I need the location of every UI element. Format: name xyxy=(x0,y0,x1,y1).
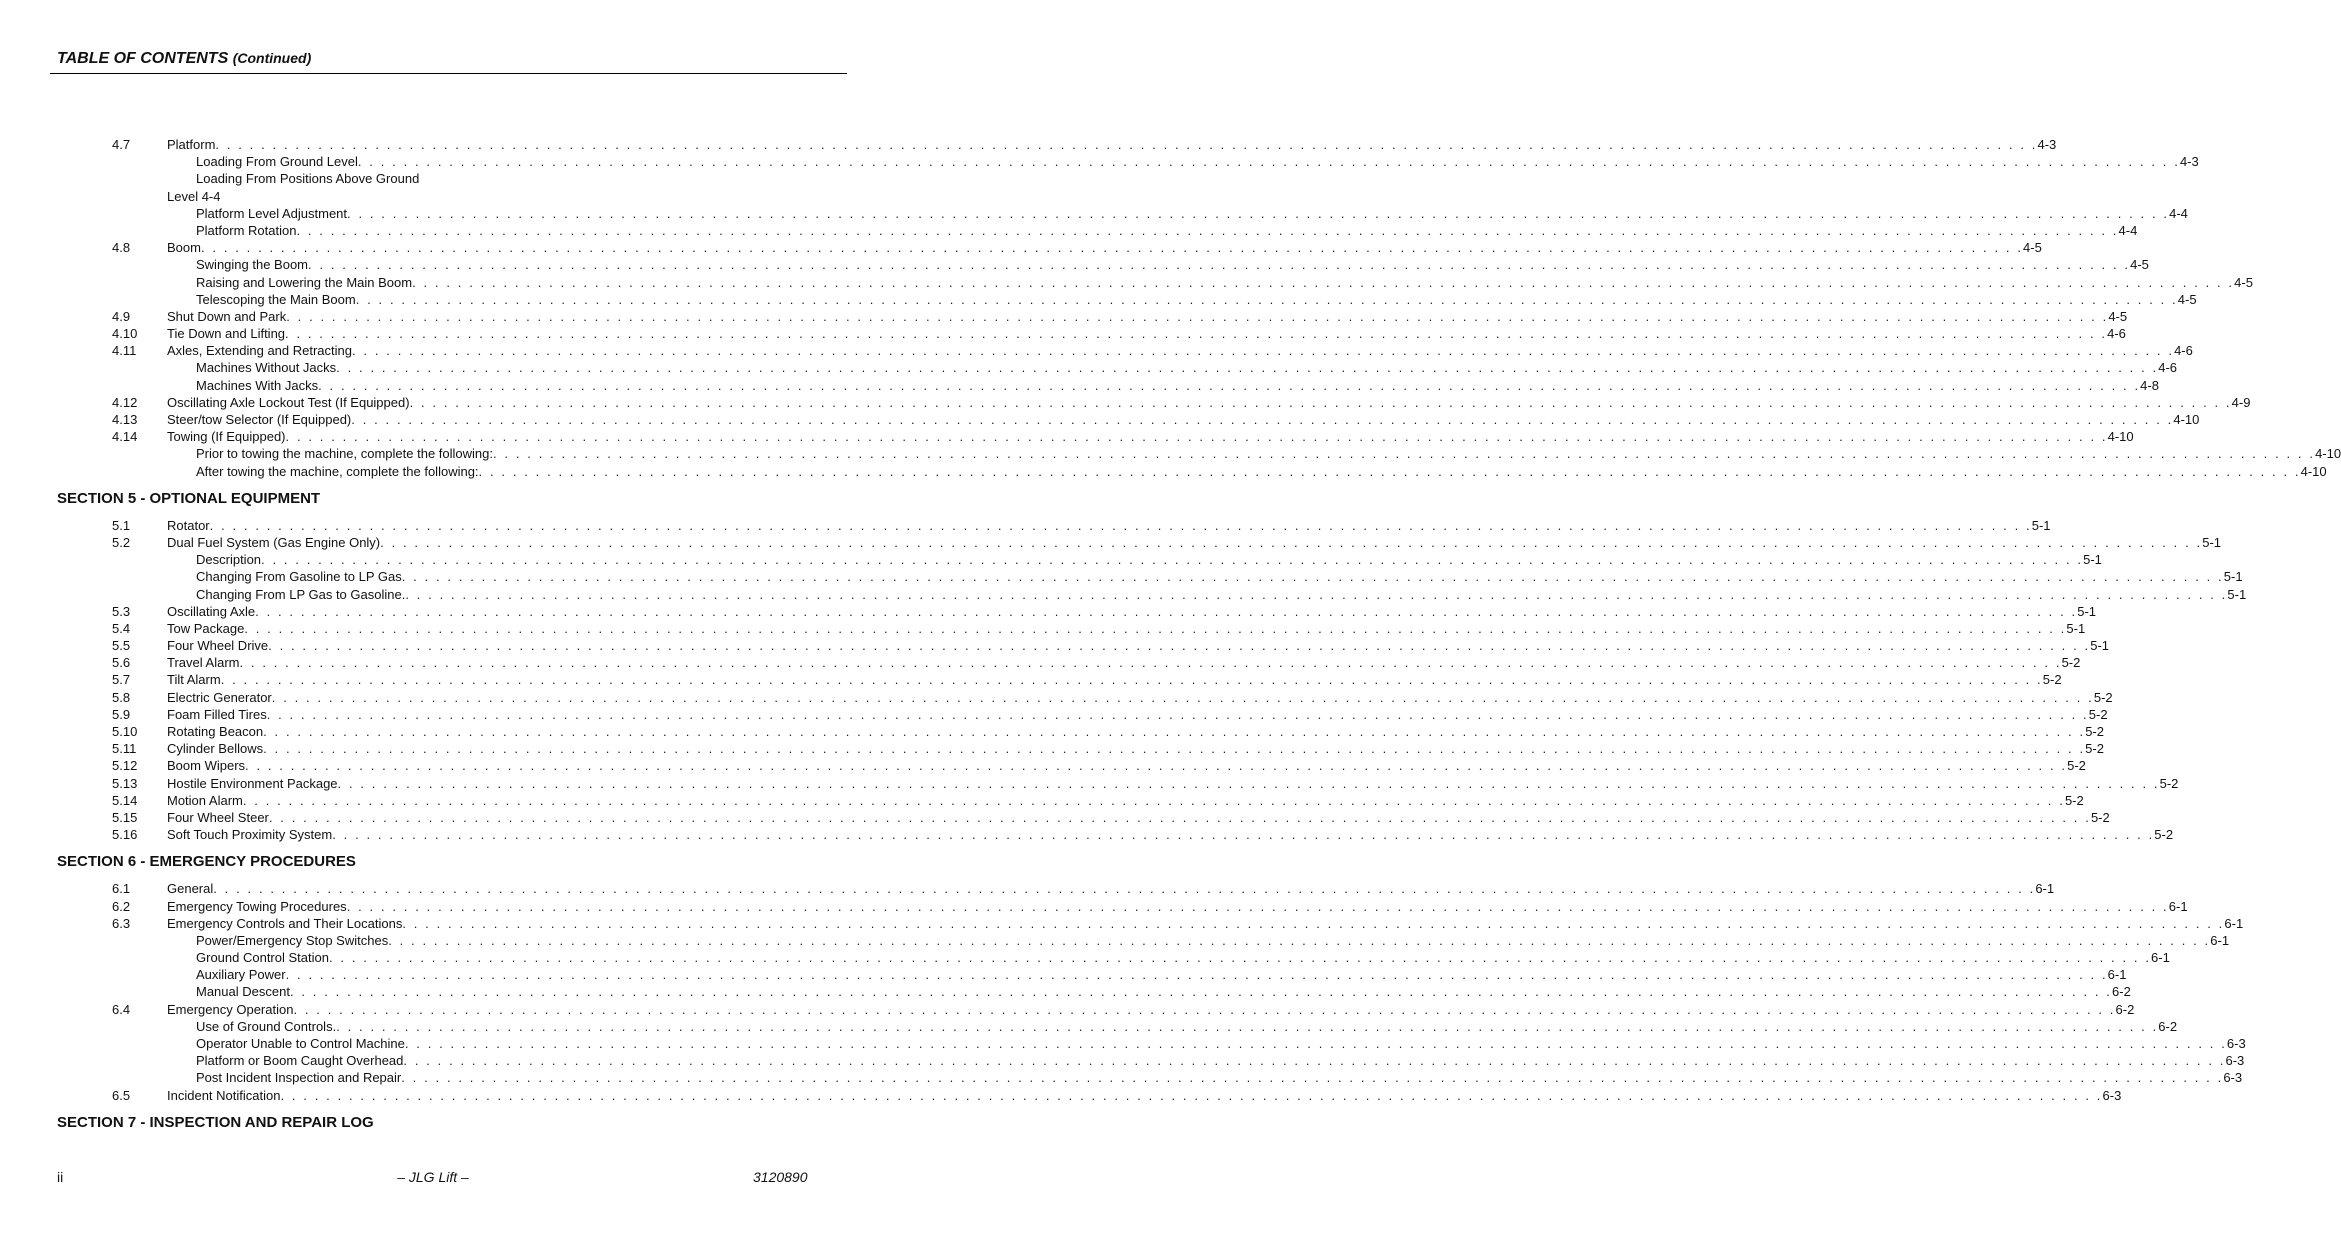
toc-entry[interactable] xyxy=(0,898,2188,915)
toc-entry-title: Dual Fuel System (Gas Engine Only) xyxy=(167,534,381,550)
toc-entry-title: Platform Rotation xyxy=(196,222,297,238)
toc-entry-title: Cylinder Bellows xyxy=(167,741,264,757)
toc-entry-line xyxy=(167,603,2097,620)
section-heading xyxy=(0,1114,954,1132)
toc-entry-number: 6.1 xyxy=(112,881,131,897)
dot-leader: . . . . . . . . . . . . . . . . . . . . . . . . . . . . . . . . . . . . . . . . . . . . . . . . . . . . . . . . . . . . . . . . . . . . . . . . . . . . . . . . . . . . . . . . . . . . . . . . . . . . . . . . . . . . . . . . . . . . . . . . . . . . . . . . . . . . . . . . . . . . . . . . . . . . . . . . . . . . . . . . xyxy=(261,552,2084,568)
toc-entry[interactable] xyxy=(0,603,2097,620)
toc-entry[interactable] xyxy=(0,983,2131,1000)
toc-entry[interactable] xyxy=(0,1069,2243,1086)
toc-entry-page: 5-2 xyxy=(2159,775,2179,791)
toc-entry-line xyxy=(167,342,2193,359)
toc-entry-number: 5.6 xyxy=(112,655,131,671)
toc-entry-line xyxy=(196,983,2131,1000)
toc-entry-number: 4.11 xyxy=(112,343,137,359)
toc-entry-title: Hostile Environment Package xyxy=(167,775,338,791)
toc-entry-title: Machines With Jacks xyxy=(196,377,319,393)
toc-entry-line xyxy=(167,654,2081,671)
toc-entry-page: 6-3 xyxy=(2225,1053,2245,1069)
toc-entry-page: 6-2 xyxy=(2115,1001,2135,1017)
toc-entry-title: Description xyxy=(196,552,262,568)
toc-entry[interactable] xyxy=(0,534,2222,551)
dot-leader: . . . . . . . . . . . . . . . . . . . . . . . . . . . . . . . . . . . . . . . . . . . . . . . . . . . . . . . . . . . . . . . . . . . . . . . . . . . . . . . . . . . . . . . . . . . . . . . . . . . . . . . . . . . . . . . . . . . . . . . . . . . . . . . . . . . . . . . . . . . . . . . . . . . . . . . . . . . . . . . . xyxy=(215,137,2038,152)
dot-leader: . . . . . . . . . . . . . . . . . . . . . . . . . . . . . . . . . . . . . . . . . . . . . . . . . . . . . . . . . . . . . . . . . . . . . . . . . . . . . . . . . . . . . . . . . . . . . . . . . . . . . . . . . . . . . . . . . . . . . . . . . . . . . . . . . . . . . . . . . . . . . . . . . . . . . . . . . . . . . . . . xyxy=(493,446,2316,462)
toc-entry-number: 5.7 xyxy=(112,672,131,688)
toc-entry-title: Motion Alarm xyxy=(167,792,243,808)
toc-entry-title: Oscillating Axle xyxy=(167,603,256,619)
dot-leader: . . . . . . . . . . . . . . . . . . . . . . . . . . . . . . . . . . . . . . . . . . . . . . . . . . . . . . . . . . . . . . . . . . . . . . . . . . . . . . . . . . . . . . . . . . . . . . . . . . . . . . . . . . . . . . . . . . . . . . . . . . . . . . . . . . . . . . . . . . . . . . . . . . . . . . . . . . . . . . . . xyxy=(328,950,2152,966)
footer-doc-number: 3120890 xyxy=(753,1169,808,1185)
toc-entry-number: 4.9 xyxy=(112,308,131,324)
toc-entry-title: General xyxy=(167,881,214,897)
toc-entry-title: Auxiliary Power xyxy=(196,967,286,983)
toc-entry-number: 5.9 xyxy=(112,706,131,722)
toc-entry[interactable] xyxy=(0,239,2042,256)
dot-leader: . . . . . . . . . . . . . . . . . . . . . . . . . . . . . . . . . . . . . . . . . . . . . . . . . . . . . . . . . . . . . . . . . . . . . . . . . . . . . . . . . . . . . . . . . . . . . . . . . . . . . . . . . . . . . . . . . . . . . . . . . . . . . . . . . . . . . . . . . . . . . . . . . . . . . . . . . . . . . . . . xyxy=(412,274,2235,290)
toc-entry[interactable] xyxy=(0,517,2051,534)
toc-entry-page: 4-9 xyxy=(2231,394,2251,410)
toc-entry-title: Emergency Operation xyxy=(167,1001,294,1017)
section-heading-label: SECTION 7 - INSPECTION AND REPAIR LOG xyxy=(57,1113,374,1131)
toc-entry-line xyxy=(196,222,2138,239)
dot-leader: . . . . . . . . . . . . . . . . . . . . . . . . . . . . . . . . . . . . . . . . . . . . . . . . . . . . . . . . . . . . . . . . . . . . . . . . . . . . . . . . . . . . . . . . . . . . . . . . . . . . . . . . . . . . . . . . . . . . . . . . . . . . . . . . . . . . . . . . . . . . . . . . . . . . . . . . . . . . . . . . xyxy=(388,932,2211,948)
toc-entry-line xyxy=(167,898,2188,915)
toc-entry-page: 4-5 xyxy=(2177,291,2197,307)
toc-entry-page: 4-6 xyxy=(2158,360,2178,376)
section-heading-label: SECTION 6 - EMERGENCY PROCEDURES xyxy=(57,853,356,871)
dot-leader: . . . . . . . . . . . . . . . . . . . . . . . . . . . . . . . . . . . . . . . . . . . . . . . . . . . . . . . . . . . . . . . . . . . . . . . . . . . . . . . . . . . . . . . . . . . . . . . . . . . . . . . . . . . . . . . . . . . . . . . . . . . . . . . . . . . . . . . . . . . . . . . . . . . . . . . . . . . . . . . . xyxy=(244,620,2067,636)
toc-entry-line xyxy=(167,394,2251,411)
toc-entry[interactable] xyxy=(0,757,2086,774)
toc-entry-page: 6-1 xyxy=(2210,932,2230,948)
toc-entry-line xyxy=(167,826,2174,843)
toc-entry-line xyxy=(196,377,2159,394)
toc-entry-line xyxy=(167,534,2222,551)
toc-entry-title: Four Wheel Drive xyxy=(167,638,269,654)
toc-entry-line xyxy=(196,359,2178,376)
toc-entry-title: Boom xyxy=(167,240,201,256)
toc-entry-number: 4.8 xyxy=(112,240,131,256)
dot-leader: . . . . . . . . . . . . . . . . . . . . . . . . . . . . . . . . . . . . . . . . . . . . . . . . . . . . . . . . . . . . . . . . . . . . . . . . . . . . . . . . . . . . . . . . . . . . . . . . . . . . . . . . . . . . . . . . . . . . . . . . . . . . . . . . . . . . . . . . . . . . . . . . . . . . . . . . . . . . . . . . xyxy=(242,792,2065,808)
toc-entry-title: Platform Level Adjustment xyxy=(196,205,348,221)
toc-entry-title: Emergency Controls and Their Locations xyxy=(167,915,403,931)
toc-entry-page: 5-1 xyxy=(2223,569,2243,585)
toc-entry-number: 5.10 xyxy=(112,724,138,739)
toc-entry-line xyxy=(167,1087,2122,1104)
toc-entry-line xyxy=(196,1052,2245,1069)
toc-entry-line xyxy=(196,949,2170,966)
toc-entry[interactable] xyxy=(0,136,2057,153)
toc-entry-number: 5.4 xyxy=(112,620,131,636)
toc-entry-line xyxy=(196,445,2341,462)
dot-leader: . . . . . . . . . . . . . . . . . . . . . . . . . . . . . . . . . . . . . . . . . . . . . . . . . . . . . . . . . . . . . . . . . . . . . . . . . . . . . . . . . . . . . . . . . . . . . . . . . . . . . . . . . . . . . . . . . . . . . . . . . . . . . . . . . . . . . . . . . . . . . . . . . . . . . . . . . . . . . . . . xyxy=(318,377,2141,393)
toc-entry-page: 6-2 xyxy=(2158,1018,2178,1034)
dot-leader: . . . . . . . . . . . . . . . . . . . . . . . . . . . . . . . . . . . . . . . . . . . . . . . . . . . . . . . . . . . . . . . . . . . . . . . . . . . . . . . . . . . . . . . . . . . . . . . . . . . . . . . . . . . . . . . . . . . . . . . . . . . . . . . . . . . . . . . . . . . . . . . . . . . . . . . . . . . . . . . . xyxy=(402,915,2225,931)
toc-entry-line xyxy=(167,136,2057,153)
toc-entry-title: Operator Unable to Control Machine xyxy=(196,1036,405,1051)
toc-entry-title: Foam Filled Tires xyxy=(167,706,267,722)
dot-leader: . . . . . . . . . . . . . . . . . . . . . . . . . . . . . . . . . . . . . . . . . . . . . . . . . . . . . . . . . . . . . . . . . . . . . . . . . . . . . . . . . . . . . . . . . . . . . . . . . . . . . . . . . . . . . . . . . . . . . . . . . . . . . . . . . . . . . . . . . . . . . . . . . . . . . . . . . . . . . . . . xyxy=(263,724,2086,739)
toc-entry-line xyxy=(196,568,2243,585)
dot-leader: . . . . . . . . . . . . . . . . . . . . . . . . . . . . . . . . . . . . . . . . . . . . . . . . . . . . . . . . . . . . . . . . . . . . . . . . . . . . . . . . . . . . . . . . . . . . . . . . . . . . . . . . . . . . . . . . . . . . . . . . . . . . . . . . . . . . . . . . . . . . . . . . . . . . . . . . . . . . . . . . xyxy=(266,706,2089,722)
toc-entry-number: 5.2 xyxy=(112,534,131,550)
toc-entry-page: 5-2 xyxy=(2154,827,2174,843)
toc-entry[interactable] xyxy=(0,308,2128,325)
toc-entry-page: 5-2 xyxy=(2067,758,2086,774)
toc-entry-title: Manual Descent xyxy=(196,984,290,1000)
toc-entry-page: 5-1 xyxy=(2077,603,2097,619)
toc-entry-page: 5-2 xyxy=(2061,655,2081,671)
toc-entry-title: Oscillating Axle Lockout Test (If Equipped) xyxy=(167,394,410,410)
toc-entry-line xyxy=(196,153,2199,170)
toc-entry-number: 4.13 xyxy=(112,412,138,427)
toc-entry-page: 4-10 xyxy=(2315,446,2341,462)
dot-leader: . . . . . . . . . . . . . . . . . . . . . . . . . . . . . . . . . . . . . . . . . . . . . . . . . . . . . . . . . . . . . . . . . . . . . . . . . . . . . . . . . . . . . . . . . . . . . . . . . . . . . . . . . . . . . . . . . . . . . . . . . . . . . . . . . . . . . . . . . . . . . . . . . . . . . . . . . . . . . . . . xyxy=(380,534,2203,550)
footer-brand: – JLG Lift – xyxy=(397,1169,469,1185)
toc-entry-page: 5-2 xyxy=(2064,792,2084,808)
toc-entry-number: 5.8 xyxy=(112,689,131,705)
toc-entry-number: 5.15 xyxy=(112,809,138,825)
toc-entry-number: 6.4 xyxy=(112,1001,131,1017)
toc-entry-page: 6-1 xyxy=(2224,915,2244,931)
section-heading xyxy=(0,853,954,871)
toc-entry[interactable] xyxy=(0,377,2159,394)
dot-leader: . . . . . . . . . . . . . . . . . . . . . . . . . . . . . . . . . . . . . . . . . . . . . . . . . . . . . . . . . . . . . . . . . . . . . . . . . . . . . . . . . . . . . . . . . . . . . . . . . . . . . . . . . . . . . . . . . . . . . . . . . . . . . . . . . . . . . . . . . . . . . . . . . . . . . . . . . . . . . . . . xyxy=(285,967,2108,983)
toc-entry-page: 4-10 xyxy=(2173,412,2200,427)
toc-entry-page: 4-6 xyxy=(2174,343,2193,359)
toc-entry-page: 4-5 xyxy=(2234,274,2253,290)
toc-entry-page: 5-2 xyxy=(2088,706,2108,722)
toc-entry-page: 5-2 xyxy=(2085,741,2104,757)
toc-entry[interactable] xyxy=(0,826,2174,843)
toc-entry[interactable] xyxy=(0,551,2102,568)
toc-entry-page: 6-3 xyxy=(2102,1087,2122,1103)
toc-entry-line xyxy=(167,740,2104,757)
toc-entry-line xyxy=(167,915,2244,932)
dot-leader: . . . . . . . . . . . . . . . . . . . . . . . . . . . . . . . . . . . . . . . . . . . . . . . . . . . . . . . . . . . . . . . . . . . . . . . . . . . . . . . . . . . . . . . . . . . . . . . . . . . . . . . . . . . . . . . . . . . . . . . . . . . . . . . . . . . . . . . . . . . . . . . . . . . . . . . . . . . . . . . . xyxy=(213,881,2036,897)
toc-entry-page: 4-10 xyxy=(2107,429,2134,445)
dot-leader: . . . . . . . . . . . . . . . . . . . . . . . . . . . . . . . . . . . . . . . . . . . . . . . . . . . . . . . . . . . . . . . . . . . . . . . . . . . . . . . . . . . . . . . . . . . . . . . . . . . . . . . . . . . . . . . . . . . . . . . . . . . . . . . . . . . . . . . . . . . . . . . . . . . . . . . . . . . . . . . . xyxy=(308,257,2131,273)
section-heading-label: SECTION 5 - OPTIONAL EQUIPMENT xyxy=(57,489,321,507)
toc-entry-page: 5-2 xyxy=(2085,724,2104,739)
dot-leader: . . . . . . . . . . . . . . . . . . . . . . . . . . . . . . . . . . . . . . . . . . . . . . . . . . . . . . . . . . . . . . . . . . . . . . . . . . . . . . . . . . . . . . . . . . . . . . . . . . . . . . . . . . . . . . . . . . . . . . . . . . . . . . . . . . . . . . . . . . . . . . . . . . . . . . . . . . . . . . . . xyxy=(209,517,2032,533)
dot-leader: . . . . . . . . . . . . . . . . . . . . . . . . . . . . . . . . . . . . . . . . . . . . . . . . . . . . . . . . . . . . . . . . . . . . . . . . . . . . . . . . . . . . . . . . . . . . . . . . . . . . . . . . . . . . . . . . . . . . . . . . . . . . . . . . . . . . . . . . . . . . . . . . . . . . . . . . . . . . . . . . xyxy=(289,984,2113,1000)
toc-entry-title: After towing the machine, complete the following: xyxy=(196,463,479,479)
dot-leader: . . . . . . . . . . . . . . . . . . . . . . . . . . . . . . . . . . . . . . . . . . . . . . . . . . . . . . . . . . . . . . . . . . . . . . . . . . . . . . . . . . . . . . . . . . . . . . . . . . . . . . . . . . . . . . . . . . . . . . . . . . . . . . . . . . . . . . . . . . . . . . . . . . . . . . . . . . . . . . . . xyxy=(478,463,2301,479)
toc-entry-title: Use of Ground Controls. xyxy=(196,1018,337,1034)
dot-leader: . . . . . . . . . . . . . . . . . . . . . . . . . . . . . . . . . . . . . . . . . . . . . . . . . . . . . . . . . . . . . . . . . . . . . . . . . . . . . . . . . . . . . . . . . . . . . . . . . . . . . . . . . . . . . . . . . . . . . . . . . . . . . . . . . . . . . . . . . . . . . . . . . . . . . . . . . . . . . . . . xyxy=(280,1087,2103,1103)
toc-entry[interactable] xyxy=(0,568,2243,585)
toc-entry-page: 5-1 xyxy=(2066,620,2086,636)
toc-entry-line xyxy=(167,723,2104,740)
toc-entry-title: Tie Down and Lifting xyxy=(167,326,286,342)
toc-entry-title: Four Wheel Steer xyxy=(167,809,269,825)
toc-entry-line xyxy=(196,966,2127,983)
toc-entry-line xyxy=(196,1035,2246,1052)
toc-entry-line xyxy=(196,256,2149,273)
toc-entry-line xyxy=(167,809,2110,826)
toc-entry-page: 5-1 xyxy=(2031,517,2051,533)
toc-entry[interactable] xyxy=(0,915,2244,932)
toc-entry-number: 5.5 xyxy=(112,638,131,654)
toc-entry-number: 5.3 xyxy=(112,603,131,619)
toc-entry-title: Rotator xyxy=(167,517,210,533)
toc-entry-title: Boom Wipers xyxy=(167,758,246,774)
toc-entry-title: Incident Notification xyxy=(167,1087,281,1103)
toc-entry[interactable] xyxy=(0,394,2251,411)
toc-entry-line xyxy=(196,291,2197,308)
toc-entry[interactable] xyxy=(0,428,2134,445)
dot-leader: . . . . . . . . . . . . . . . . . . . . . . . . . . . . . . . . . . . . . . . . . . . . . . . . . . . . . . . . . . . . . . . . . . . . . . . . . . . . . . . . . . . . . . . . . . . . . . . . . . . . . . . . . . . . . . . . . . . . . . . . . . . . . . . . . . . . . . . . . . . . . . . . . . . . . . . . . . . . . . . . xyxy=(332,827,2155,843)
toc-entry-title: Level 4-4 xyxy=(167,188,221,204)
dot-leader: . . . . . . . . . . . . . . . . . . . . . . . . . . . . . . . . . . . . . . . . . . . . . . . . . . . . . . . . . . . . . . . . . . . . . . . . . . . . . . . . . . . . . . . . . . . . . . . . . . . . . . . . . . . . . . . . . . . . . . . . . . . . . . . . . . . . . . . . . . . . . . . . . . . . . . . . . . . . . . . . xyxy=(409,394,2232,410)
toc-entry[interactable] xyxy=(0,620,2086,637)
toc-entry-line xyxy=(167,239,2042,256)
toc-entry-title: Tow Package xyxy=(167,620,245,636)
toc-entry-title: Electric Generator xyxy=(167,689,272,705)
toc-entry[interactable] xyxy=(0,256,2149,273)
toc-entry-title: Swinging the Boom xyxy=(196,257,309,273)
toc-entry-page: 5-1 xyxy=(2090,638,2110,654)
toc-entry-line xyxy=(167,1001,2135,1018)
toc-entry[interactable] xyxy=(0,445,2341,462)
toc-entry-number: 5.16 xyxy=(112,827,138,843)
toc-entry[interactable] xyxy=(0,792,2084,809)
toc-entry-title: Prior to towing the machine, complete the following: xyxy=(196,446,493,462)
toc-entry-title: Emergency Towing Procedures xyxy=(167,898,347,914)
toc-entry-title: Post Incident Inspection and Repair xyxy=(196,1070,402,1086)
dot-leader: . . . . . . . . . . . . . . . . . . . . . . . . . . . . . . . . . . . . . . . . . . . . . . . . . . . . . . . . . . . . . . . . . . . . . . . . . . . . . . . . . . . . . . . . . . . . . . . . . . . . . . . . . . . . . . . . . . . . . . . . . . . . . . . . . . . . . . . . . . . . . . . . . . . . . . . . . . . . . . . . xyxy=(346,898,2169,914)
toc-entry-number: 6.3 xyxy=(112,915,131,931)
dot-leader: . . . . . . . . . . . . . . . . . . . . . . . . . . . . . . . . . . . . . . . . . . . . . . . . . . . . . . . . . . . . . . . . . . . . . . . . . . . . . . . . . . . . . . . . . . . . . . . . . . . . . . . . . . . . . . . . . . . . . . . . . . . . . . . . . . . . . . . . . . . . . . . . . . . . . . . . . . . . . . . . xyxy=(336,1018,2159,1034)
toc-entry-number: 5.11 xyxy=(112,741,137,757)
toc-entry-title: Steer/tow Selector (If Equipped) xyxy=(167,412,352,427)
toc-entry-line xyxy=(196,274,2253,291)
toc-entry-title: Soft Touch Proximity System xyxy=(167,827,333,843)
toc-entry[interactable] xyxy=(0,671,2062,688)
toc-entry[interactable] xyxy=(0,775,2179,792)
toc-entry-title: Travel Alarm xyxy=(167,655,240,671)
toc-entry[interactable] xyxy=(0,222,2138,239)
toc-entry[interactable] xyxy=(0,689,2113,706)
toc-entry-page: 6-1 xyxy=(2107,967,2127,983)
toc-entry[interactable] xyxy=(0,188,954,205)
toc-entry[interactable] xyxy=(0,723,2104,740)
header-rule xyxy=(50,73,847,74)
toc-entry-title: Tilt Alarm xyxy=(167,672,221,688)
dot-leader: . . . . . . . . . . . . . . . . . . . . . . . . . . . . . . . . . . . . . . . . . . . . . . . . . . . . . . . . . . . . . . . . . . . . . . . . . . . . . . . . . . . . . . . . . . . . . . . . . . . . . . . . . . . . . . . . . . . . . . . . . . . . . . . . . . . . . . . . . . . . . . . . . . . . . . . . . . . . . . . . xyxy=(255,603,2078,619)
toc-entry[interactable] xyxy=(0,637,2110,654)
toc-entry[interactable] xyxy=(0,463,2327,480)
toc-entry-line xyxy=(167,671,2062,688)
toc-entry-page: 5-1 xyxy=(2083,552,2102,568)
dot-leader: . . . . . . . . . . . . . . . . . . . . . . . . . . . . . . . . . . . . . . . . . . . . . . . . . . . . . . . . . . . . . . . . . . . . . . . . . . . . . . . . . . . . . . . . . . . . . . . . . . . . . . . . . . . . . . . . . . . . . . . . . . . . . . . . . . . . . . . . . . . . . . . . . . . . . . . . . . . . . . . . xyxy=(285,326,2108,342)
toc-entry[interactable] xyxy=(0,342,2193,359)
dot-leader: . . . . . . . . . . . . . . . . . . . . . . . . . . . . . . . . . . . . . . . . . . . . . . . . . . . . . . . . . . . . . . . . . . . . . . . . . . . . . . . . . . . . . . . . . . . . . . . . . . . . . . . . . . . . . . . . . . . . . . . . . . . . . . . . . . . . . . . . . . . . . . . . . . . . . . . . . . . . . . . . xyxy=(401,569,2224,585)
dot-leader: . . . . . . . . . . . . . . . . . . . . . . . . . . . . . . . . . . . . . . . . . . . . . . . . . . . . . . . . . . . . . . . . . . . . . . . . . . . . . . . . . . . . . . . . . . . . . . . . . . . . . . . . . . . . . . . . . . . . . . . . . . . . . . . . . . . . . . . . . . . . . . . . . . . . . . . . . . . . . . . . xyxy=(239,655,2062,671)
toc-entry[interactable] xyxy=(0,411,2200,428)
toc-entry-number: 4.12 xyxy=(112,394,138,410)
toc-entry[interactable] xyxy=(0,1052,2245,1069)
toc-entry-title: Raising and Lowering the Main Boom xyxy=(196,274,413,290)
section-heading xyxy=(0,490,954,508)
toc-entry[interactable] xyxy=(0,586,2247,603)
table-of-contents xyxy=(0,136,2341,1141)
toc-entry-page: 4-4 xyxy=(2169,205,2188,221)
toc-entry-number: 4.10 xyxy=(112,326,138,342)
toc-entry-title: Platform or Boom Caught Overhead xyxy=(196,1053,404,1069)
toc-entry-page: 5-2 xyxy=(2090,809,2110,825)
toc-entry-line xyxy=(167,880,2055,897)
toc-entry-line xyxy=(196,932,2230,949)
toc-entry[interactable] xyxy=(0,740,2104,757)
dot-leader: . . . . . . . . . . . . . . . . . . . . . . . . . . . . . . . . . . . . . . . . . . . . . . . . . . . . . . . . . . . . . . . . . . . . . . . . . . . . . . . . . . . . . . . . . . . . . . . . . . . . . . . . . . . . . . . . . . . . . . . . . . . . . . . . . . . . . . . . . . . . . . . . . . . . . . . . . . . . . . . . xyxy=(271,689,2094,705)
dot-leader: . . . . . . . . . . . . . . . . . . . . . . . . . . . . . . . . . . . . . . . . . . . . . . . . . . . . . . . . . . . . . . . . . . . . . . . . . . . . . . . . . . . . . . . . . . . . . . . . . . . . . . . . . . . . . . . . . . . . . . . . . . . . . . . . . . . . . . . . . . . . . . . . . . . . . . . . . . . . . . . . xyxy=(200,240,2024,256)
toc-entry-page: 6-1 xyxy=(2168,898,2188,914)
toc-entry-page: 4-5 xyxy=(2130,257,2149,273)
toc-entry-page: 4-6 xyxy=(2107,326,2126,342)
toc-entry-page: 6-3 xyxy=(2223,1070,2243,1086)
toc-entry-title: Platform xyxy=(167,137,216,152)
toc-entry-page: 6-1 xyxy=(2151,950,2170,966)
dot-leader: . . . . . . . . . . . . . . . . . . . . . . . . . . . . . . . . . . . . . . . . . . . . . . . . . . . . . . . . . . . . . . . . . . . . . . . . . . . . . . . . . . . . . . . . . . . . . . . . . . . . . . . . . . . . . . . . . . . . . . . . . . . . . . . . . . . . . . . . . . . . . . . . . . . . . . . . . . . . . . . . xyxy=(263,741,2086,757)
toc-entry-number: 5.13 xyxy=(112,775,138,791)
toc-entry-line xyxy=(167,517,2051,534)
dot-leader: . . . . . . . . . . . . . . . . . . . . . . . . . . . . . . . . . . . . . . . . . . . . . . . . . . . . . . . . . . . . . . . . . . . . . . . . . . . . . . . . . . . . . . . . . . . . . . . . . . . . . . . . . . . . . . . . . . . . . . . . . . . . . . . . . . . . . . . . . . . . . . . . . . . . . . . . . . . . . . . . xyxy=(220,672,2043,688)
toc-entry[interactable] xyxy=(0,1001,2135,1018)
toc-entry-number: 4.14 xyxy=(112,429,138,445)
toc-entry-page: 6-2 xyxy=(2112,984,2131,1000)
dot-leader: . . . . . . . . . . . . . . . . . . . . . . . . . . . . . . . . . . . . . . . . . . . . . . . . . . . . . . . . . . . . . . . . . . . . . . . . . . . . . . . . . . . . . . . . . . . . . . . . . . . . . . . . . . . . . . . . . . . . . . . . . . . . . . . . . . . . . . . . . . . . . . . . . . . . . . . . . . . . . . . . xyxy=(352,343,2175,359)
dot-leader: . . . . . . . . . . . . . . . . . . . . . . . . . . . . . . . . . . . . . . . . . . . . . . . . . . . . . . . . . . . . . . . . . . . . . . . . . . . . . . . . . . . . . . . . . . . . . . . . . . . . . . . . . . . . . . . . . . . . . . . . . . . . . . . . . . . . . . . . . . . . . . . . . . . . . . . . . . . . . . . . xyxy=(285,429,2108,445)
toc-entry-title: Loading From Ground Level xyxy=(196,154,358,170)
toc-entry-title: Changing From LP Gas to Gasoline. xyxy=(196,586,406,602)
toc-entry-page: 5-2 xyxy=(2042,672,2062,688)
toc-entry[interactable] xyxy=(0,1087,2122,1104)
toc-entry-title: Shut Down and Park xyxy=(167,308,287,324)
toc-entry-page: 5-1 xyxy=(2202,534,2222,550)
toc-entry-line xyxy=(167,792,2084,809)
dot-leader: . . . . . . . . . . . . . . . . . . . . . . . . . . . . . . . . . . . . . . . . . . . . . . . . . . . . . . . . . . . . . . . . . . . . . . . . . . . . . . . . . . . . . . . . . . . . . . . . . . . . . . . . . . . . . . . . . . . . . . . . . . . . . . . . . . . . . . . . . . . . . . . . . . . . . . . . . . . . . . . . xyxy=(337,775,2160,791)
toc-entry-line xyxy=(196,551,2102,568)
toc-entry[interactable] xyxy=(0,809,2110,826)
toc-entry-page: 4-3 xyxy=(2037,137,2057,152)
toc-entry[interactable] xyxy=(0,274,2253,291)
dot-leader: . . . . . . . . . . . . . . . . . . . . . . . . . . . . . . . . . . . . . . . . . . . . . . . . . . . . . . . . . . . . . . . . . . . . . . . . . . . . . . . . . . . . . . . . . . . . . . . . . . . . . . . . . . . . . . . . . . . . . . . . . . . . . . . . . . . . . . . . . . . . . . . . . . . . . . . . . . . . . . . . xyxy=(404,1036,2227,1051)
toc-entry-line xyxy=(167,706,2108,723)
dot-leader: . . . . . . . . . . . . . . . . . . . . . . . . . . . . . . . . . . . . . . . . . . . . . . . . . . . . . . . . . . . . . . . . . . . . . . . . . . . . . . . . . . . . . . . . . . . . . . . . . . . . . . . . . . . . . . . . . . . . . . . . . . . . . . . . . . . . . . . . . . . . . . . . . . . . . . . . . . . . . . . . xyxy=(286,308,2109,324)
toc-entry-line xyxy=(167,308,2128,325)
toc-entry-title: Rotating Beacon xyxy=(167,724,264,739)
toc-entry[interactable] xyxy=(0,966,2127,983)
toc-entry-line xyxy=(196,1069,2243,1086)
toc-entry-page: 4-4 xyxy=(2118,222,2138,238)
toc-entry-page: 5-1 xyxy=(2227,586,2247,602)
header-title: TABLE OF CONTENTS xyxy=(57,50,229,67)
dot-leader: . . . . . . . . . . . . . . . . . . . . . . . . . . . . . . . . . . . . . . . . . . . . . . . . . . . . . . . . . . . . . . . . . . . . . . . . . . . . . . . . . . . . . . . . . . . . . . . . . . . . . . . . . . . . . . . . . . . . . . . . . . . . . . . . . . . . . . . . . . . . . . . . . . . . . . . . . . . . . . . . xyxy=(347,205,2170,221)
dot-leader: . . . . . . . . . . . . . . . . . . . . . . . . . . . . . . . . . . . . . . . . . . . . . . . . . . . . . . . . . . . . . . . . . . . . . . . . . . . . . . . . . . . . . . . . . . . . . . . . . . . . . . . . . . . . . . . . . . . . . . . . . . . . . . . . . . . . . . . . . . . . . . . . . . . . . . . . . . . . . . . . xyxy=(245,758,2068,774)
toc-entry[interactable] xyxy=(0,880,2055,897)
dot-leader: . . . . . . . . . . . . . . . . . . . . . . . . . . . . . . . . . . . . . . . . . . . . . . . . . . . . . . . . . . . . . . . . . . . . . . . . . . . . . . . . . . . . . . . . . . . . . . . . . . . . . . . . . . . . . . . . . . . . . . . . . . . . . . . . . . . . . . . . . . . . . . . . . . . . . . . . . . . . . . . . xyxy=(351,412,2174,427)
toc-entry-page: 4-5 xyxy=(2108,308,2128,324)
toc-entry-title: Towing (If Equipped) xyxy=(167,429,286,445)
toc-entry[interactable] xyxy=(0,1035,2246,1052)
toc-entry-title: Loading From Positions Above Ground xyxy=(196,171,420,187)
toc-entry[interactable] xyxy=(0,291,2197,308)
toc-entry-title: Axles, Extending and Retracting xyxy=(167,343,352,359)
toc-entry-number: 5.1 xyxy=(112,517,131,533)
toc-entry-line xyxy=(167,637,2110,654)
dot-leader: . . . . . . . . . . . . . . . . . . . . . . . . . . . . . . . . . . . . . . . . . . . . . . . . . . . . . . . . . . . . . . . . . . . . . . . . . . . . . . . . . . . . . . . . . . . . . . . . . . . . . . . . . . . . . . . . . . . . . . . . . . . . . . . . . . . . . . . . . . . . . . . . . . . . . . . . . . . . . . . . xyxy=(268,809,2091,825)
toc-entry-line xyxy=(167,620,2086,637)
toc-entry-title: Ground Control Station xyxy=(196,950,329,966)
toc-entry-number: 5.14 xyxy=(112,792,138,808)
toc-entry[interactable] xyxy=(0,654,2081,671)
toc-entry[interactable] xyxy=(0,706,2108,723)
toc-entry-title: Machines Without Jacks xyxy=(196,360,337,376)
toc-entry[interactable] xyxy=(0,153,2199,170)
toc-entry[interactable] xyxy=(0,932,2230,949)
toc-entry-page: 6-1 xyxy=(2035,881,2055,897)
dot-leader: . . . . . . . . . . . . . . . . . . . . . . . . . . . . . . . . . . . . . . . . . . . . . . . . . . . . . . . . . . . . . . . . . . . . . . . . . . . . . . . . . . . . . . . . . . . . . . . . . . . . . . . . . . . . . . . . . . . . . . . . . . . . . . . . . . . . . . . . . . . . . . . . . . . . . . . . . . . . . . . . xyxy=(405,586,2228,602)
toc-entry-title: Telescoping the Main Boom xyxy=(196,291,356,307)
dot-leader: . . . . . . . . . . . . . . . . . . . . . . . . . . . . . . . . . . . . . . . . . . . . . . . . . . . . . . . . . . . . . . . . . . . . . . . . . . . . . . . . . . . . . . . . . . . . . . . . . . . . . . . . . . . . . . . . . . . . . . . . . . . . . . . . . . . . . . . . . . . . . . . . . . . . . . . . . . . . . . . . xyxy=(296,222,2119,238)
toc-entry-number: 5.12 xyxy=(112,758,138,774)
toc-entry[interactable] xyxy=(0,170,954,187)
dot-leader: . . . . . . . . . . . . . . . . . . . . . . . . . . . . . . . . . . . . . . . . . . . . . . . . . . . . . . . . . . . . . . . . . . . . . . . . . . . . . . . . . . . . . . . . . . . . . . . . . . . . . . . . . . . . . . . . . . . . . . . . . . . . . . . . . . . . . . . . . . . . . . . . . . . . . . . . . . . . . . . . xyxy=(336,360,2159,376)
dot-leader: . . . . . . . . . . . . . . . . . . . . . . . . . . . . . . . . . . . . . . . . . . . . . . . . . . . . . . . . . . . . . . . . . . . . . . . . . . . . . . . . . . . . . . . . . . . . . . . . . . . . . . . . . . . . . . . . . . . . . . . . . . . . . . . . . . . . . . . . . . . . . . . . . . . . . . . . . . . . . . . . xyxy=(403,1053,2226,1069)
toc-entry[interactable] xyxy=(0,325,2126,342)
toc-entry[interactable] xyxy=(0,1018,2178,1035)
toc-entry-title: Changing From Gasoline to LP Gas xyxy=(196,569,402,585)
toc-entry[interactable] xyxy=(0,359,2178,376)
page-header xyxy=(57,50,311,68)
toc-entry-number: 6.5 xyxy=(112,1087,131,1103)
toc-entry-line xyxy=(167,325,2126,342)
toc-entry-page: 5-2 xyxy=(2093,689,2113,705)
toc-entry-page: 4-10 xyxy=(2300,463,2327,479)
toc-entry-line xyxy=(196,463,2327,480)
dot-leader: . . . . . . . . . . . . . . . . . . . . . . . . . . . . . . . . . . . . . . . . . . . . . . . . . . . . . . . . . . . . . . . . . . . . . . . . . . . . . . . . . . . . . . . . . . . . . . . . . . . . . . . . . . . . . . . . . . . . . . . . . . . . . . . . . . . . . . . . . . . . . . . . . . . . . . . . . . . . . . . . xyxy=(401,1070,2224,1086)
toc-entry-title: Power/Emergency Stop Switches xyxy=(196,932,389,948)
header-continued: (Continued) xyxy=(232,50,312,66)
toc-entry-page: 4-5 xyxy=(2023,240,2042,256)
toc-entry-page: 6-3 xyxy=(2226,1036,2246,1051)
dot-leader: . . . . . . . . . . . . . . . . . . . . . . . . . . . . . . . . . . . . . . . . . . . . . . . . . . . . . . . . . . . . . . . . . . . . . . . . . . . . . . . . . . . . . . . . . . . . . . . . . . . . . . . . . . . . . . . . . . . . . . . . . . . . . . . . . . . . . . . . . . . . . . . . . . . . . . . . . . . . . . . . xyxy=(268,638,2091,654)
dot-leader: . . . . . . . . . . . . . . . . . . . . . . . . . . . . . . . . . . . . . . . . . . . . . . . . . . . . . . . . . . . . . . . . . . . . . . . . . . . . . . . . . . . . . . . . . . . . . . . . . . . . . . . . . . . . . . . . . . . . . . . . . . . . . . . . . . . . . . . . . . . . . . . . . . . . . . . . . . . . . . . . xyxy=(357,154,2180,170)
toc-entry-line xyxy=(167,775,2179,792)
dot-leader: . . . . . . . . . . . . . . . . . . . . . . . . . . . . . . . . . . . . . . . . . . . . . . . . . . . . . . . . . . . . . . . . . . . . . . . . . . . . . . . . . . . . . . . . . . . . . . . . . . . . . . . . . . . . . . . . . . . . . . . . . . . . . . . . . . . . . . . . . . . . . . . . . . . . . . . . . . . . . . . . xyxy=(355,291,2178,307)
toc-entry-line xyxy=(196,1018,2178,1035)
toc-entry[interactable] xyxy=(0,949,2170,966)
toc-entry-number: 6.2 xyxy=(112,898,131,914)
toc-entry-line xyxy=(196,586,2247,603)
toc-entry-line xyxy=(196,205,2188,222)
dot-leader: . . . . . . . . . . . . . . . . . . . . . . . . . . . . . . . . . . . . . . . . . . . . . . . . . . . . . . . . . . . . . . . . . . . . . . . . . . . . . . . . . . . . . . . . . . . . . . . . . . . . . . . . . . . . . . . . . . . . . . . . . . . . . . . . . . . . . . . . . . . . . . . . . . . . . . . . . . . . . . . . xyxy=(293,1001,2116,1017)
toc-entry-line xyxy=(167,428,2134,445)
toc-entry-line xyxy=(167,757,2086,774)
toc-entry-number: 4.7 xyxy=(112,137,131,152)
toc-entry[interactable] xyxy=(0,205,2188,222)
toc-entry-line xyxy=(167,411,2200,428)
toc-entry-page: 4-8 xyxy=(2140,377,2159,393)
toc-entry-page: 4-3 xyxy=(2179,154,2199,170)
footer-page-number: ii xyxy=(57,1169,64,1185)
toc-entry-line xyxy=(167,689,2113,706)
